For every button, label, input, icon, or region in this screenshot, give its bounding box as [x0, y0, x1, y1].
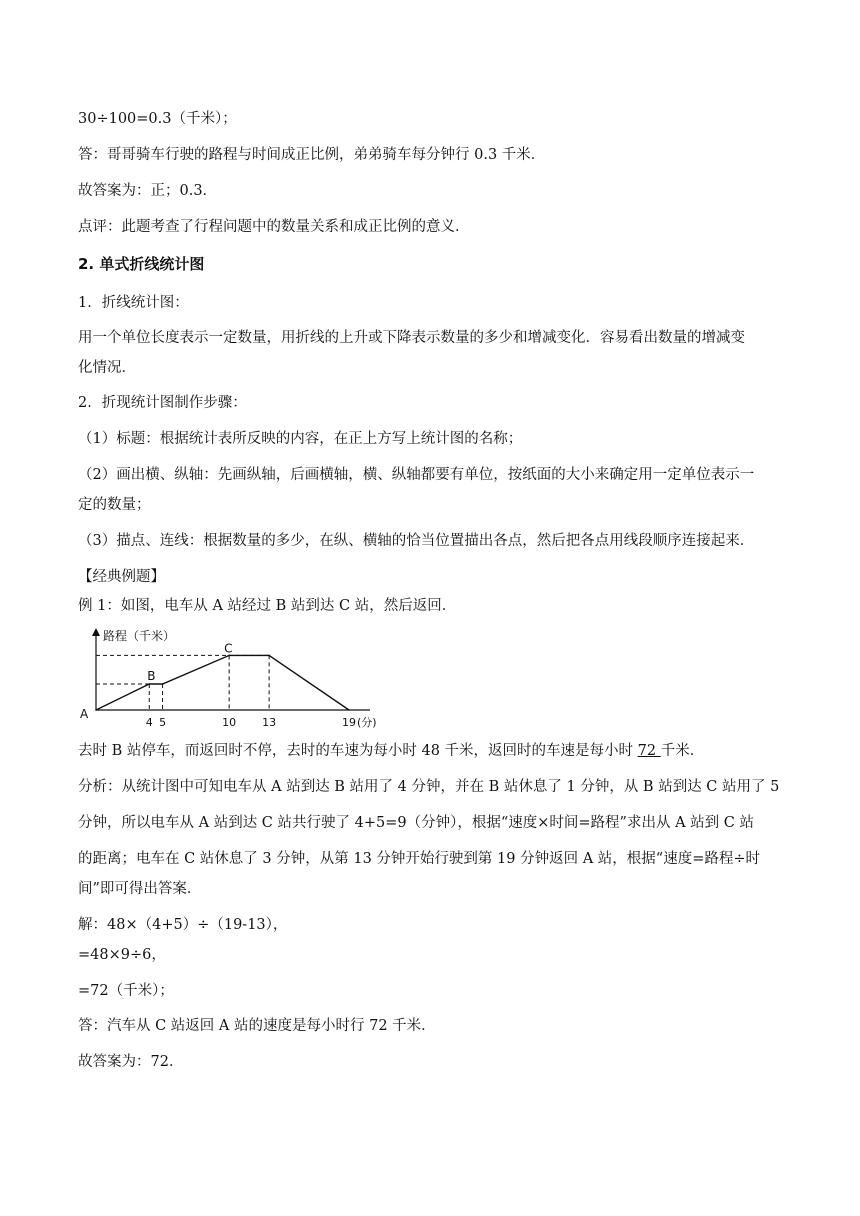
data-point: [348, 709, 350, 711]
text-line: 间”即可得出答案．: [78, 881, 202, 897]
text-line: 分析：从统计图中可知电车从 A 站到达 B 站用了 4 分钟，并在 B 站休息了 1 分钟，从 B 站到达 C 站用了 5: [78, 779, 780, 795]
text-line: 答：哥哥骑车行驶的路程与时间成正比例，弟弟骑车每分钟行 0.3 千米．: [78, 147, 546, 163]
data-point: [148, 683, 150, 685]
text-line: （1）标题：根据统计表所反映的内容，在正上方写上统计图的名称；: [78, 431, 523, 447]
x-tick-label: 10: [222, 716, 237, 729]
point-label-a: A: [80, 707, 89, 721]
y-axis-arrow: [92, 628, 100, 636]
line-chart: [78, 626, 383, 731]
data-point: [95, 709, 97, 711]
text-line: 例 1：如图，电车从 A 站经过 B 站到达 C 站，然后返回．: [78, 598, 457, 614]
text-line: 用一个单位长度表示一定数量，用折线的上升或下降表示数量的多少和增减变化．容易看出数量的增减变: [78, 330, 745, 346]
text-line: 点评：此题考查了行程问题中的数量关系和成正比例的意义．: [78, 219, 470, 235]
data-point: [162, 683, 164, 685]
text-line: 故答案为：72．: [78, 1054, 184, 1070]
question-unit: 千米．: [660, 743, 705, 759]
text-line: 解：48×（4+5）÷（19-13），: [78, 917, 288, 933]
text-line: 30÷100=0.3（千米）；: [78, 111, 237, 127]
text-line: （2）画出横、纵轴：先画纵轴，后画横轴，横、纵轴都要有单位，按纸面的大小来确定用一定单位表示一: [78, 467, 755, 483]
series-line: [96, 655, 349, 710]
x-tick-label: 19: [342, 716, 356, 729]
x-tick-label: 13: [262, 716, 277, 729]
text-line: 化情况．: [78, 360, 136, 376]
answer-blank: 72: [637, 743, 661, 759]
text-line: 的距离；电车在 C 站休息了 3 分钟，从第 13 分钟开始行驶到第 19 分钟返回 A 站，根据“速度=路程÷时: [78, 851, 760, 867]
text-line: =72（千米）；: [78, 983, 174, 999]
text-line: [78, 741, 704, 761]
x-axis-unit: (分): [357, 716, 377, 729]
question-text: 去时 B 站停车，而返回时不停，去时的车速为每小时 48 千米，返回时的车速是每小时: [78, 743, 638, 759]
data-point: [268, 655, 270, 657]
text-line: 【经典例题】: [78, 569, 165, 585]
text-line: （3）描点、连线：根据数量的多少，在纵、横轴的恰当位置描出各点，然后把各点用线段顺序连接起来．: [78, 533, 755, 549]
text-line: 2．折现统计图制作步骤：: [78, 395, 247, 411]
x-tick-label: 5: [159, 716, 167, 729]
point-label-b: B: [147, 669, 156, 683]
text-line: 答：汽车从 C 站返回 A 站的速度是每小时行 72 千米．: [78, 1018, 436, 1034]
text-line: 定的数量；: [78, 497, 151, 513]
section-heading: 2. 单式折线统计图: [78, 255, 205, 273]
text-line: 故答案为：正；0.3．: [78, 183, 218, 199]
point-label-c: C: [224, 641, 233, 656]
y-axis-label: 路程（千米）: [103, 629, 176, 643]
x-tick-label: 4: [145, 716, 153, 729]
text-line: =48×9÷6，: [78, 947, 166, 963]
text-line: 1．折线统计图：: [78, 295, 189, 311]
text-line: 分钟，所以电车从 A 站到达 C 站共行驶了 4+5=9（分钟），根据“速度×时间=路程”求出从 A 站到 C 站: [78, 815, 754, 831]
